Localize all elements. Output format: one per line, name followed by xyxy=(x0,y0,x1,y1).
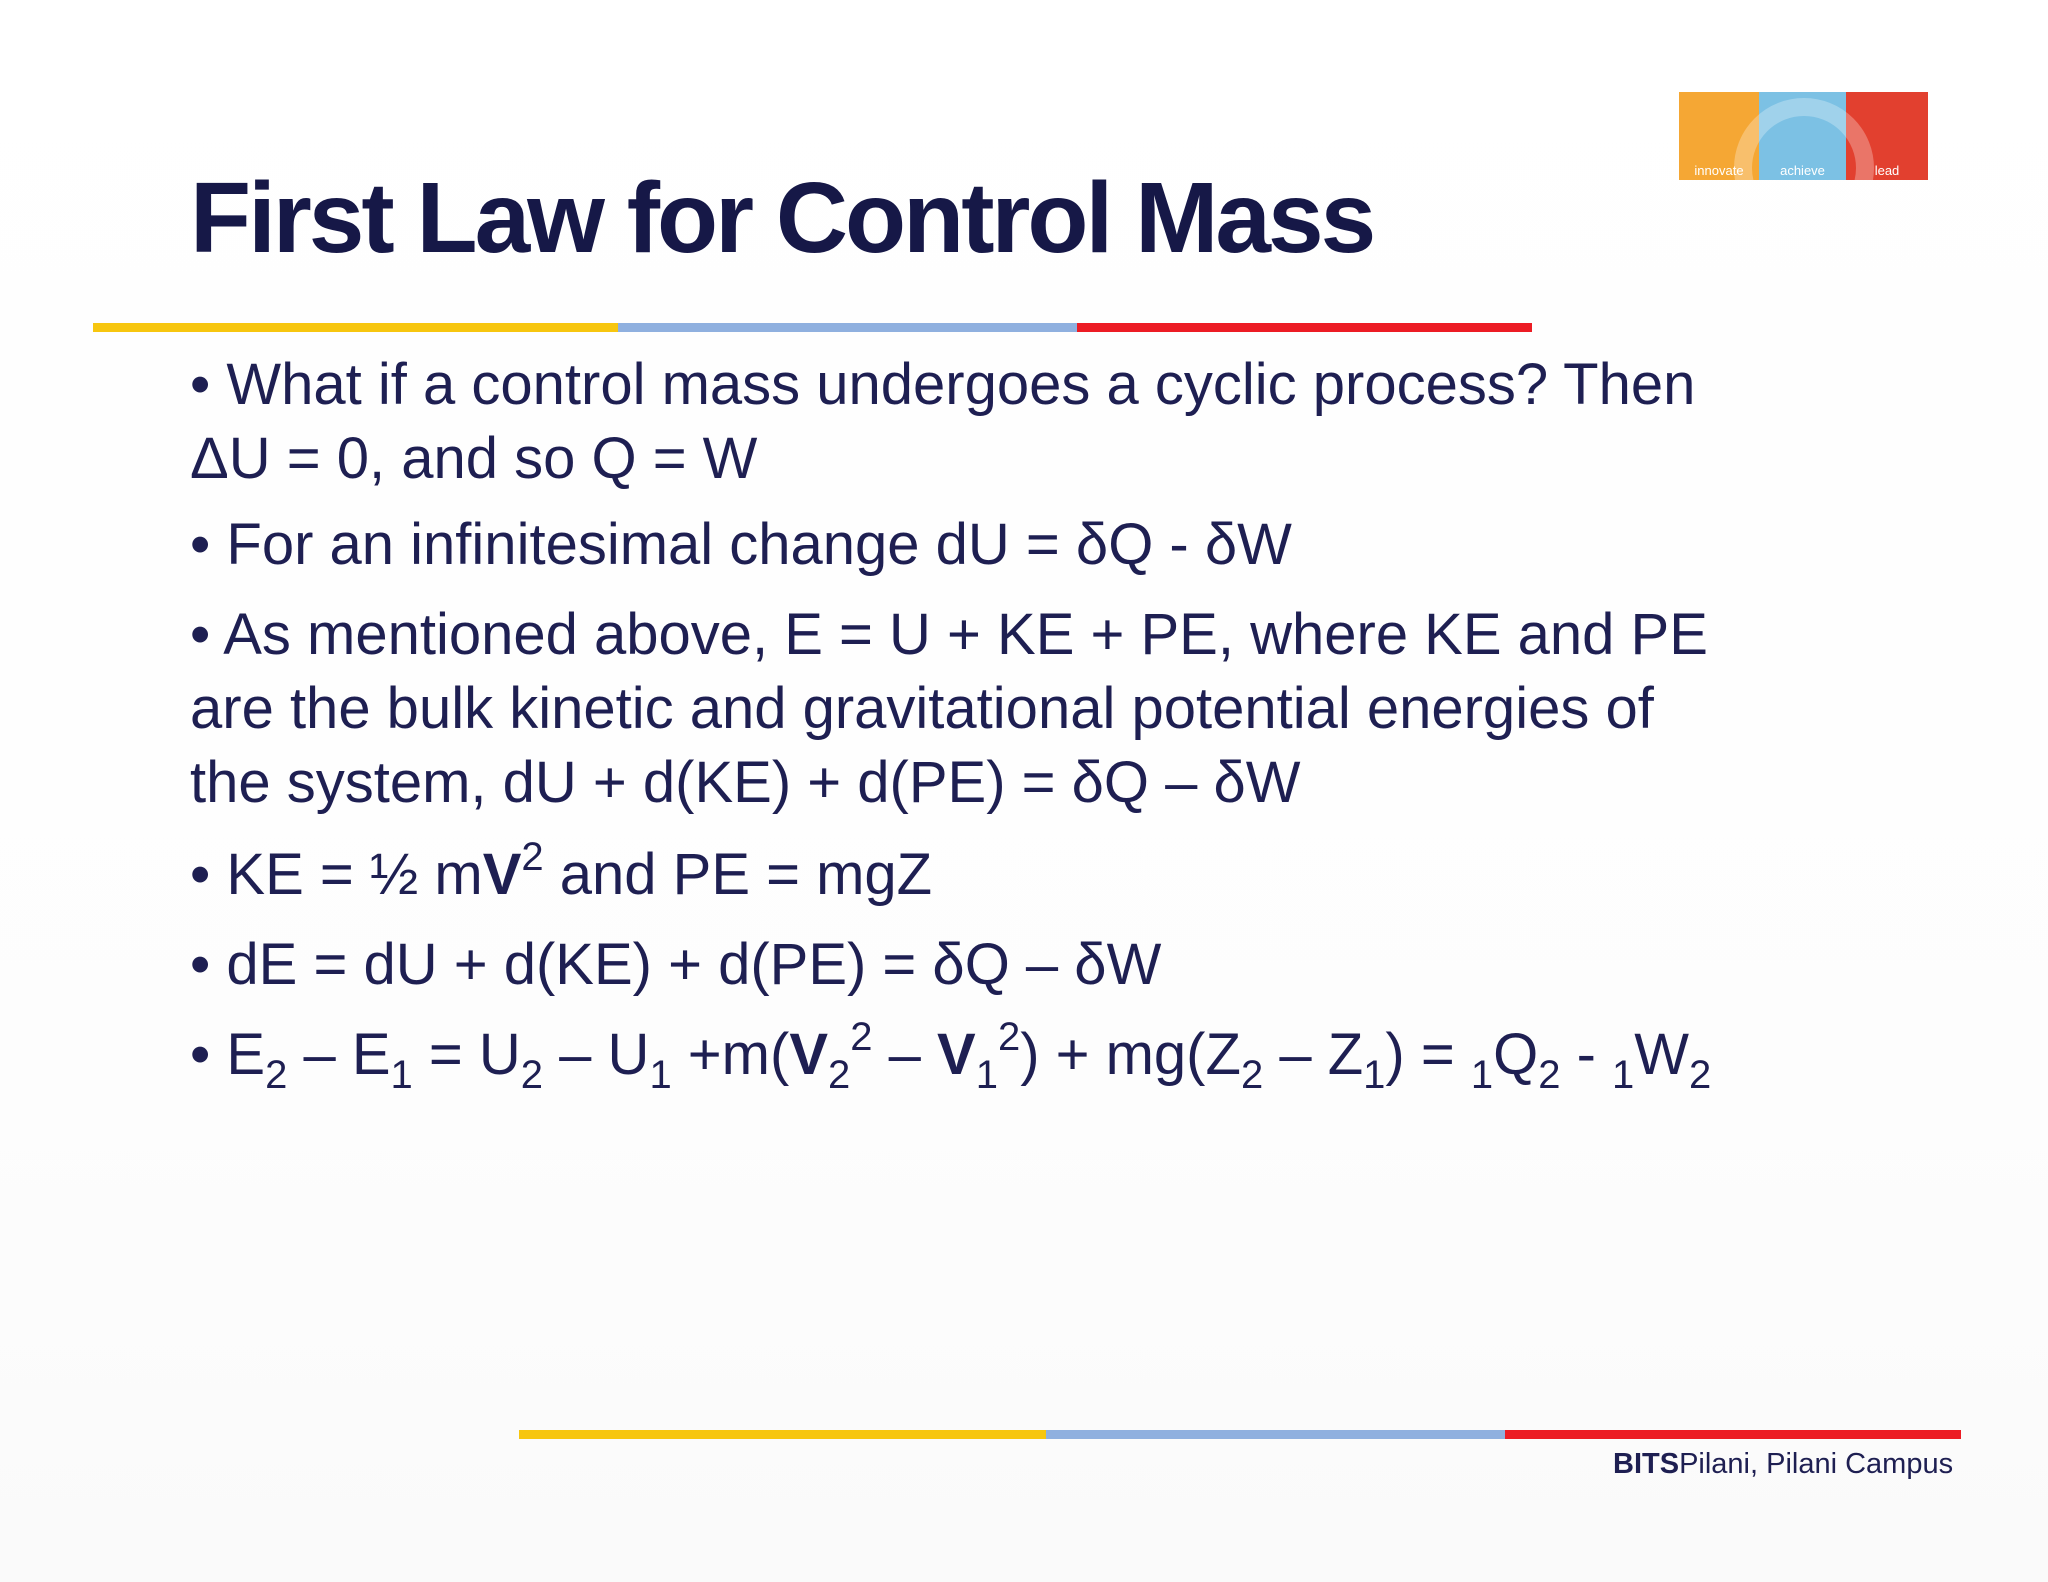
top-rule-blue xyxy=(618,323,1077,332)
logo-label-achieve: achieve xyxy=(1780,163,1825,178)
bullet-text: the system, dU + d(KE) + d(PE) = δQ – δW xyxy=(190,750,1301,815)
subscript: 2 xyxy=(1689,1053,1712,1097)
symbol: Q xyxy=(1493,1022,1539,1087)
bullet-de-formula xyxy=(190,928,1161,1002)
bullet-integrated-first-law xyxy=(190,1015,1712,1097)
bullet-dot: • xyxy=(190,512,227,577)
bullet-text: For an infinitesimal change dU = δQ - δW xyxy=(226,512,1292,577)
symbol: Z xyxy=(1327,1022,1364,1087)
subscript: 1 xyxy=(1363,1053,1386,1097)
footer-campus xyxy=(1613,1448,1953,1481)
bullet-ke-pe-formula xyxy=(190,835,933,912)
operator: – xyxy=(543,1022,608,1087)
superscript: 2 xyxy=(850,1015,873,1059)
symbol: E xyxy=(226,1022,266,1087)
formula-part: and PE = mgZ xyxy=(543,842,933,907)
bullet-energy-definition xyxy=(190,598,1708,820)
bullet-dot: • xyxy=(190,842,227,907)
subscript: 2 xyxy=(828,1053,851,1097)
slide-title: First Law for Control Mass xyxy=(190,162,1374,274)
operator: – xyxy=(1263,1022,1328,1087)
bullet-text: As mentioned above, E = U + KE + PE, where KE and PE xyxy=(223,602,1708,667)
subscript: 2 xyxy=(1538,1053,1561,1097)
logo-label-lead: lead xyxy=(1874,163,1900,178)
top-rule-red xyxy=(1077,323,1532,332)
subscript: 1 xyxy=(1470,1053,1494,1097)
subscript: 1 xyxy=(1612,1053,1635,1097)
bullet-dot: • xyxy=(190,1022,227,1087)
subscript: 2 xyxy=(1240,1053,1264,1097)
operator: ) xyxy=(1385,1022,1405,1087)
operator: ) xyxy=(1020,1022,1040,1087)
symbol: U xyxy=(607,1022,650,1087)
subscript: 1 xyxy=(975,1053,998,1097)
superscript: 2 xyxy=(997,1015,1021,1059)
bullet-cyclic-process xyxy=(190,348,1695,496)
velocity-symbol: V xyxy=(482,842,522,907)
symbol: Z xyxy=(1205,1022,1241,1087)
operator: = xyxy=(1404,1022,1471,1087)
velocity-symbol: V xyxy=(789,1022,828,1087)
symbol: E xyxy=(351,1022,391,1087)
symbol: W xyxy=(1634,1022,1689,1087)
subscript: 1 xyxy=(390,1053,413,1097)
bullet-dot: • xyxy=(190,602,224,667)
operator: - xyxy=(1560,1022,1612,1087)
bottom-rule-red xyxy=(1505,1430,1961,1439)
operator: = xyxy=(412,1022,479,1087)
bullet-infinitesimal-change xyxy=(190,508,1292,582)
bullet-text: What if a control mass undergoes a cyclic process? Then xyxy=(226,352,1696,417)
bottom-rule-yellow xyxy=(519,1430,1046,1439)
footer-brand: BITS xyxy=(1613,1448,1680,1480)
footer-campus-text: Pilani, Pilani Campus xyxy=(1679,1448,1954,1480)
operator: – xyxy=(872,1022,937,1087)
bullet-dot: • xyxy=(190,932,227,997)
operator: + mg( xyxy=(1039,1022,1206,1087)
bullet-text: ΔU = 0, and so Q = W xyxy=(190,426,758,491)
subscript: 1 xyxy=(649,1053,672,1097)
superscript: 2 xyxy=(521,835,544,879)
operator: – xyxy=(287,1022,352,1087)
bottom-rule-blue xyxy=(1046,1430,1505,1439)
bullet-text: are the bulk kinetic and gravitational potential energies of xyxy=(190,676,1654,741)
subscript: 2 xyxy=(520,1053,544,1097)
symbol: U xyxy=(478,1022,521,1087)
bullet-dot: • xyxy=(190,352,227,417)
logo-label-innovate: innovate xyxy=(1694,163,1744,178)
subscript: 2 xyxy=(265,1053,288,1097)
velocity-symbol: V xyxy=(937,1022,976,1087)
top-rule-yellow xyxy=(93,323,618,332)
operator: +m( xyxy=(671,1022,790,1087)
formula-part: KE = ½ m xyxy=(226,842,483,907)
formula-text: dE = dU + d(KE) + d(PE) = δQ – δW xyxy=(226,932,1162,997)
